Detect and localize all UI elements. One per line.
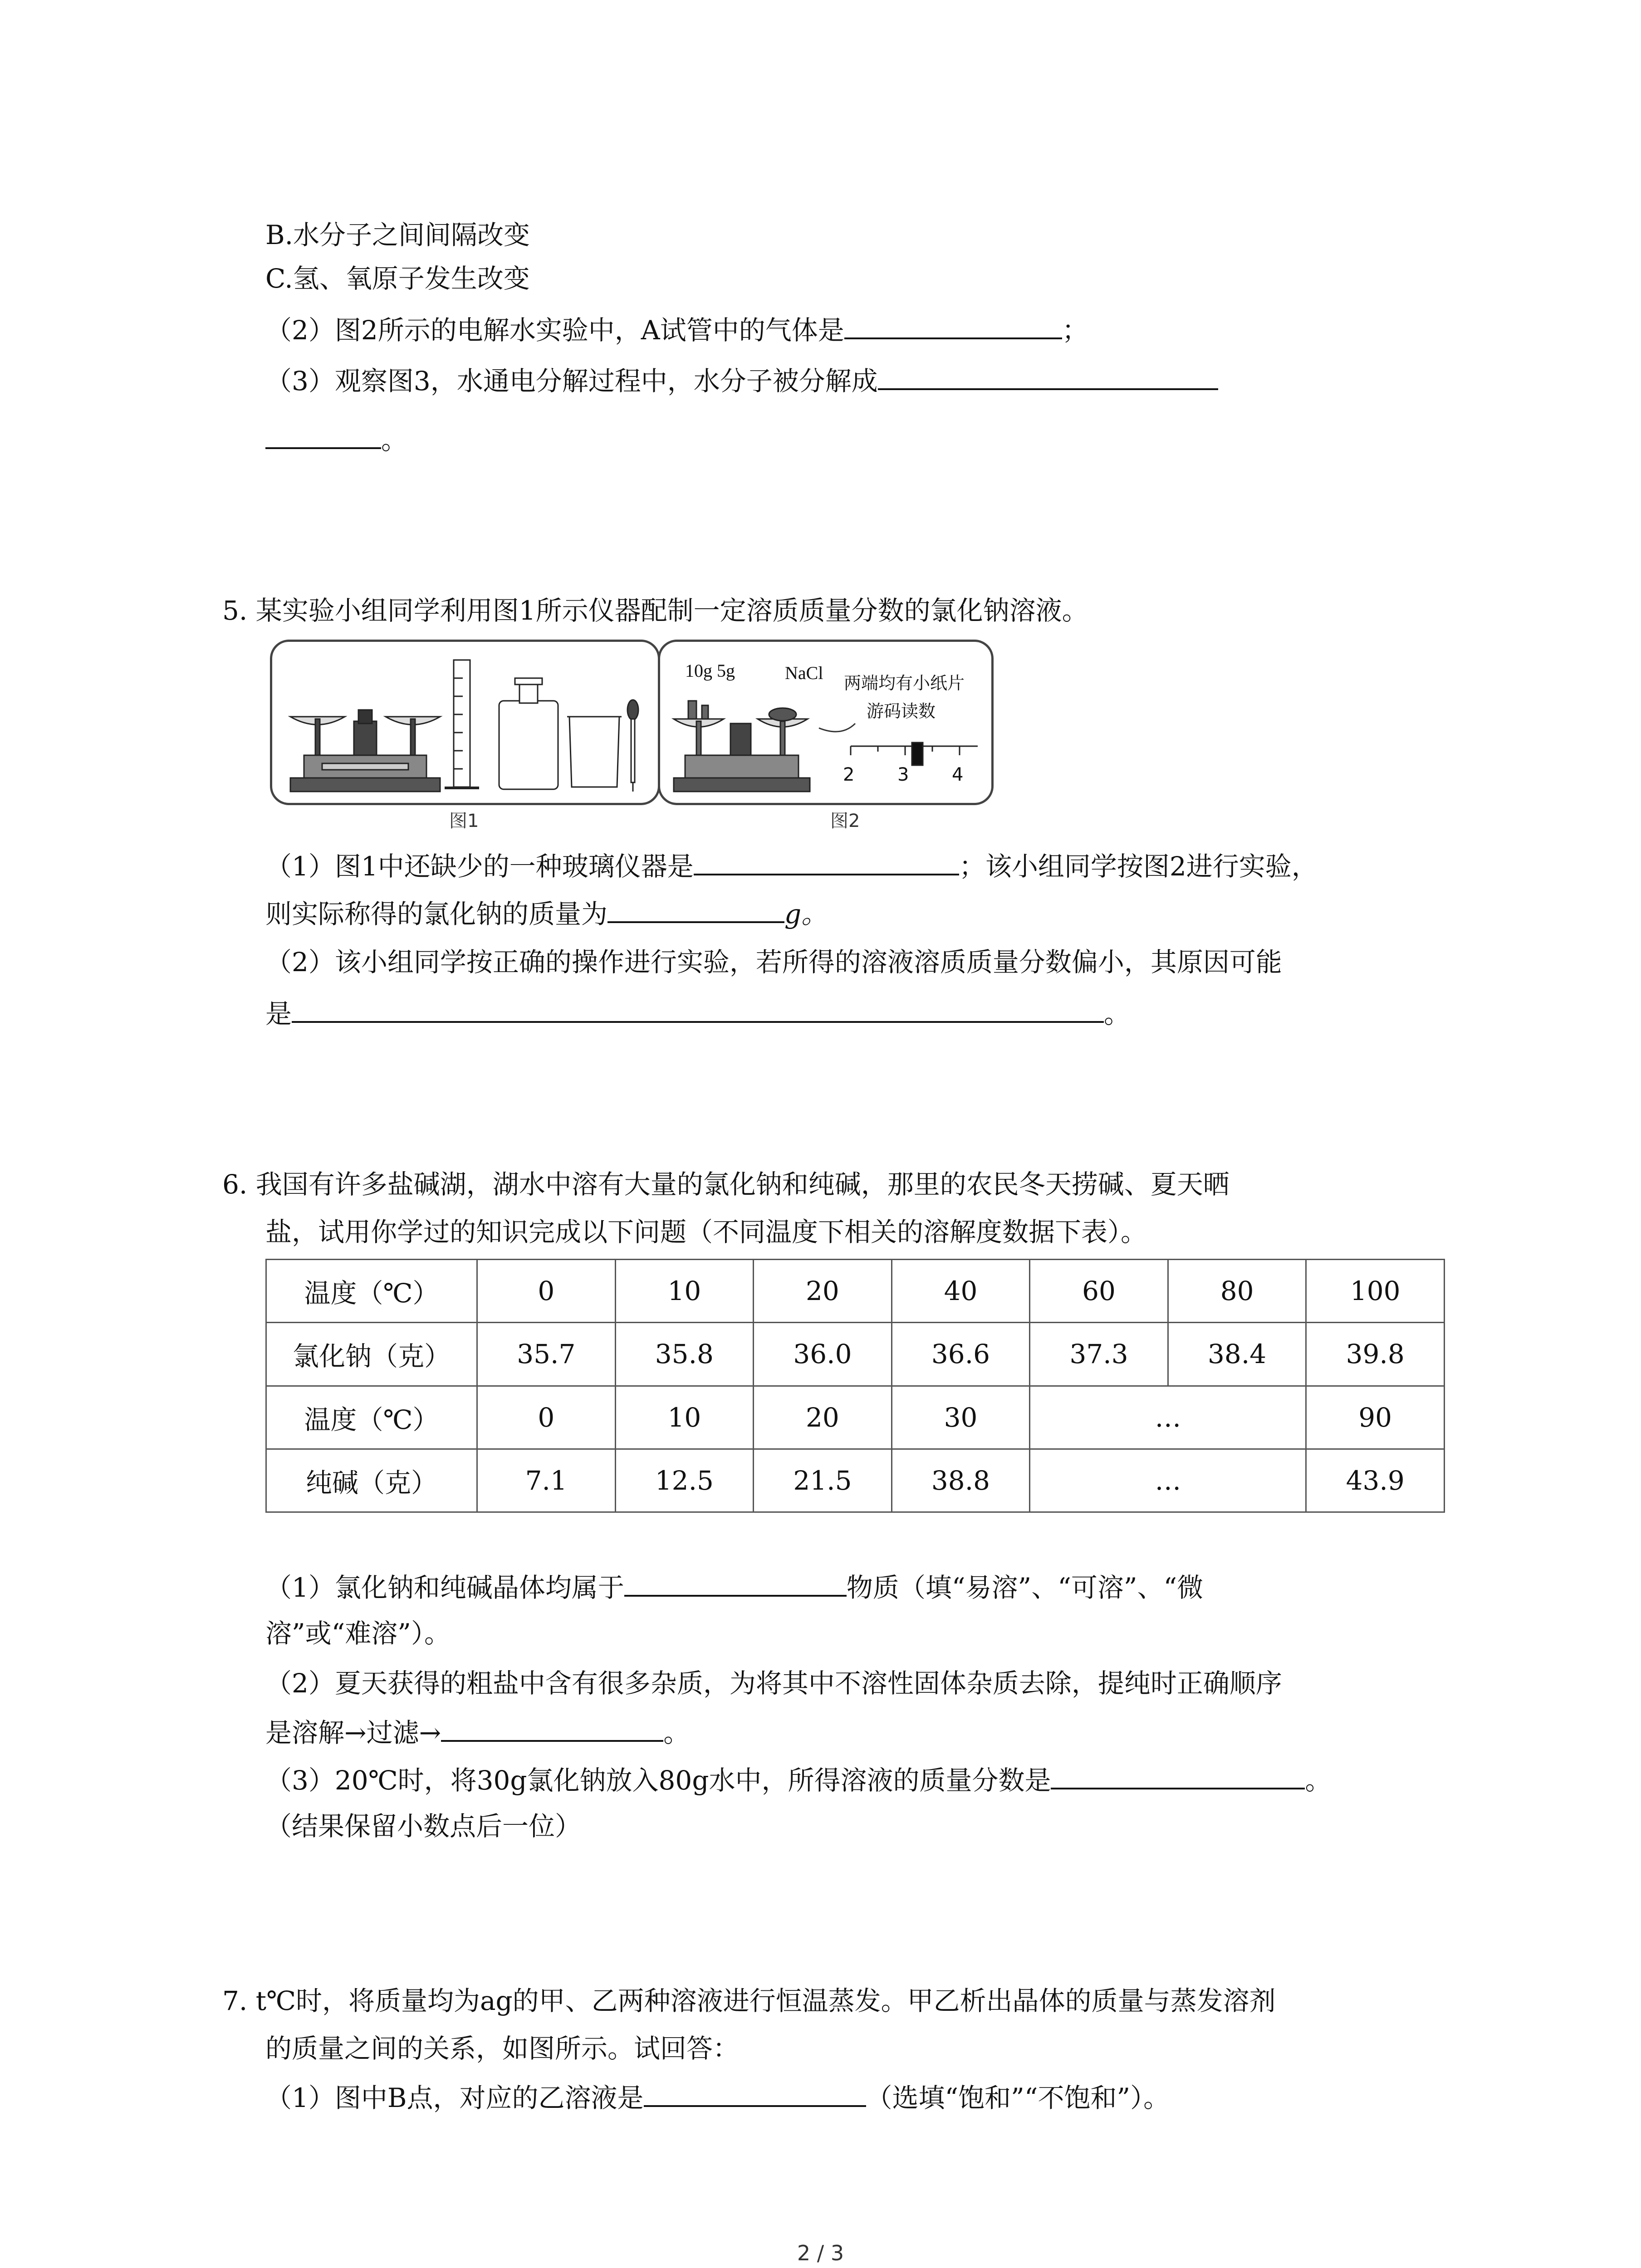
fig2-note-rider: 游码读数 [867,701,936,721]
q4-part3-text: （3）观察图3，水通电分解过程中，水分子被分解成 [265,366,878,396]
q4-part2-text: （2）图2所示的电解水实验中，A试管中的气体是 [265,315,844,346]
table-cell: 氯化钠（克） [266,1323,477,1386]
q5-figure-2 [658,640,994,805]
table-cell: 80 [1168,1260,1306,1323]
table-row [266,1449,1445,1512]
q6-part3-end: 。 [1305,1765,1332,1796]
fig2-weights-label: 10g 5g [685,660,735,681]
fig2-note-paper: 两端均有小纸片 [844,673,965,693]
q6-part1-blank[interactable] [624,1569,847,1597]
fig2-tick-4: 4 [952,764,964,785]
q5-figure-1-caption: 图1 [449,811,479,831]
beaker-icon [567,717,622,787]
q4-part2 [265,312,1088,347]
reagent-bottle-icon [499,678,558,789]
q6-part2-blank[interactable] [441,1715,663,1742]
q6-part1-line2: 溶”或“难溶”）。 [265,1618,451,1649]
q7-stem-line2: 的质量之间的关系，如图所示。试回答： [265,2033,740,2064]
table-cell: 10 [615,1386,754,1449]
table-cell: 0 [477,1386,616,1449]
q6-part1-mid: 物质（填“易溶”、“可溶”、“微 [846,1572,1204,1603]
table-cell: 35.8 [615,1323,754,1386]
fig2-tick-3: 3 [897,764,909,785]
rider-scale [819,723,978,765]
table-cell: 36.0 [754,1323,892,1386]
q7-part1-text: （1）图中B点，对应的乙溶液是 [265,2082,644,2113]
q4-part2-end: ； [1062,315,1088,346]
q6-part1 [265,1569,1203,1604]
q6-part2-line2 [265,1715,690,1749]
q5-part1-blank-instrument[interactable] [694,848,959,875]
table-cell: 43.9 [1306,1449,1445,1512]
q4-part3-end: 。 [381,425,408,455]
q4-part3-blank[interactable] [878,363,1218,390]
q5-figure-1-drawing [272,642,658,803]
table-cell: 40 [892,1260,1030,1323]
table-cell: 温度（℃） [266,1386,477,1449]
table-cell: 60 [1030,1260,1168,1323]
q7-stem-line1: 7. t℃时，将质量均为ag的甲、乙两种溶液进行恒温蒸发。甲乙析出晶体的质量与蒸发溶剂 [222,1985,1276,2016]
q6-part3 [265,1762,1331,1797]
table-cell: 38.4 [1168,1323,1306,1386]
q7-part1 [265,2080,1170,2114]
q6-part1-text: （1）氯化钠和纯碱晶体均属于 [265,1572,624,1603]
table-cell: 温度（℃） [266,1260,477,1323]
table-cell: 12.5 [615,1449,754,1512]
q4-option-c: C.氢、氧原子发生改变 [265,263,530,294]
q5-part1-unit: g。 [784,899,828,929]
balance-icon [674,701,810,792]
page-number: 2 / 3 [797,2241,844,2265]
fig2-salt-label: NaCl [785,663,823,683]
table-cell: 36.6 [892,1323,1030,1386]
table-cell: 7.1 [477,1449,616,1512]
q5-part1-line2 [265,896,828,930]
table-cell: 35.7 [477,1323,616,1386]
q6-part3-text: （3）20℃时，将30g氯化钠放入80g水中，所得溶液的质量分数是 [265,1765,1051,1796]
q4-part2-blank[interactable] [844,312,1062,339]
q4-part3-cont [265,422,407,456]
q5-stem: 5. 某实验小组同学利用图1所示仪器配制一定溶质质量分数的氯化钠溶液。 [222,595,1088,626]
q5-part2-end: 。 [1104,998,1131,1029]
q5-part2-line2 [265,996,1130,1030]
table-cell: 38.8 [892,1449,1030,1512]
q7-part1-end: （选填“饱和”“不饱和”）。 [866,2082,1170,2113]
q6-part2-end: 。 [663,1717,690,1748]
table-cell: 30 [892,1386,1030,1449]
table-cell: 10 [615,1260,754,1323]
q4-part3-blank-cont[interactable] [265,422,381,449]
q4-part3 [265,363,1218,397]
q5-part2: （2）该小组同学按正确的操作进行实验，若所得的溶液溶质质量分数偏小，其原因可能 [265,947,1282,978]
dropper-icon [627,700,638,792]
table-cell: 37.3 [1030,1323,1168,1386]
q6-stem-line2: 盐，试用你学过的知识完成以下问题（不同温度下相关的溶解度数据下表）。 [265,1217,1147,1247]
fig2-tick-2: 2 [843,764,855,785]
table-cell: 0 [477,1260,616,1323]
q5-part1-text: （1）图1中还缺少的一种玻璃仪器是 [265,851,694,882]
solubility-table [265,1259,1445,1513]
table-cell: 纯碱（克） [266,1449,477,1512]
q5-part2-line2-text: 是 [265,998,292,1029]
table-cell: 90 [1306,1386,1445,1449]
q5-part1-blank-mass[interactable] [607,896,784,923]
q5-part1-mid: ；该小组同学按图2进行实验， [959,851,1318,882]
q5-part1 [265,848,1318,883]
q5-part2-blank[interactable] [292,996,1104,1023]
q6-stem-line1: 6. 我国有许多盐碱湖，湖水中溶有大量的氯化钠和纯碱，那里的农民冬天捞碱、夏天晒 [222,1169,1230,1200]
q5-figure-2-caption: 图2 [830,811,860,831]
table-cell: 21.5 [754,1449,892,1512]
graduated-cylinder-icon [445,660,479,788]
table-row [266,1323,1445,1386]
table-row [266,1260,1445,1323]
table-row [266,1386,1445,1449]
q4-option-b: B.水分子之间间隔改变 [265,220,530,250]
q6-part3-line2: （结果保留小数点后一位） [265,1811,582,1842]
balance-icon [290,710,440,792]
q6-part2-line2-text: 是溶解→过滤→ [265,1717,441,1748]
table-cell: 100 [1306,1260,1445,1323]
q5-part1-line2-text: 则实际称得的氯化钠的质量为 [265,899,608,929]
q5-figure-1 [270,640,660,805]
q6-part2: （2）夏天获得的粗盐中含有很多杂质，为将其中不溶性固体杂质去除，提纯时正确顺序 [265,1668,1282,1699]
table-cell: 39.8 [1306,1323,1445,1386]
table-cell: 20 [754,1386,892,1449]
q6-part3-blank[interactable] [1051,1762,1305,1789]
table-cell: 20 [754,1260,892,1323]
q7-part1-blank[interactable] [644,2080,866,2107]
table-cell: … [1030,1386,1306,1449]
table-cell: … [1030,1449,1306,1512]
